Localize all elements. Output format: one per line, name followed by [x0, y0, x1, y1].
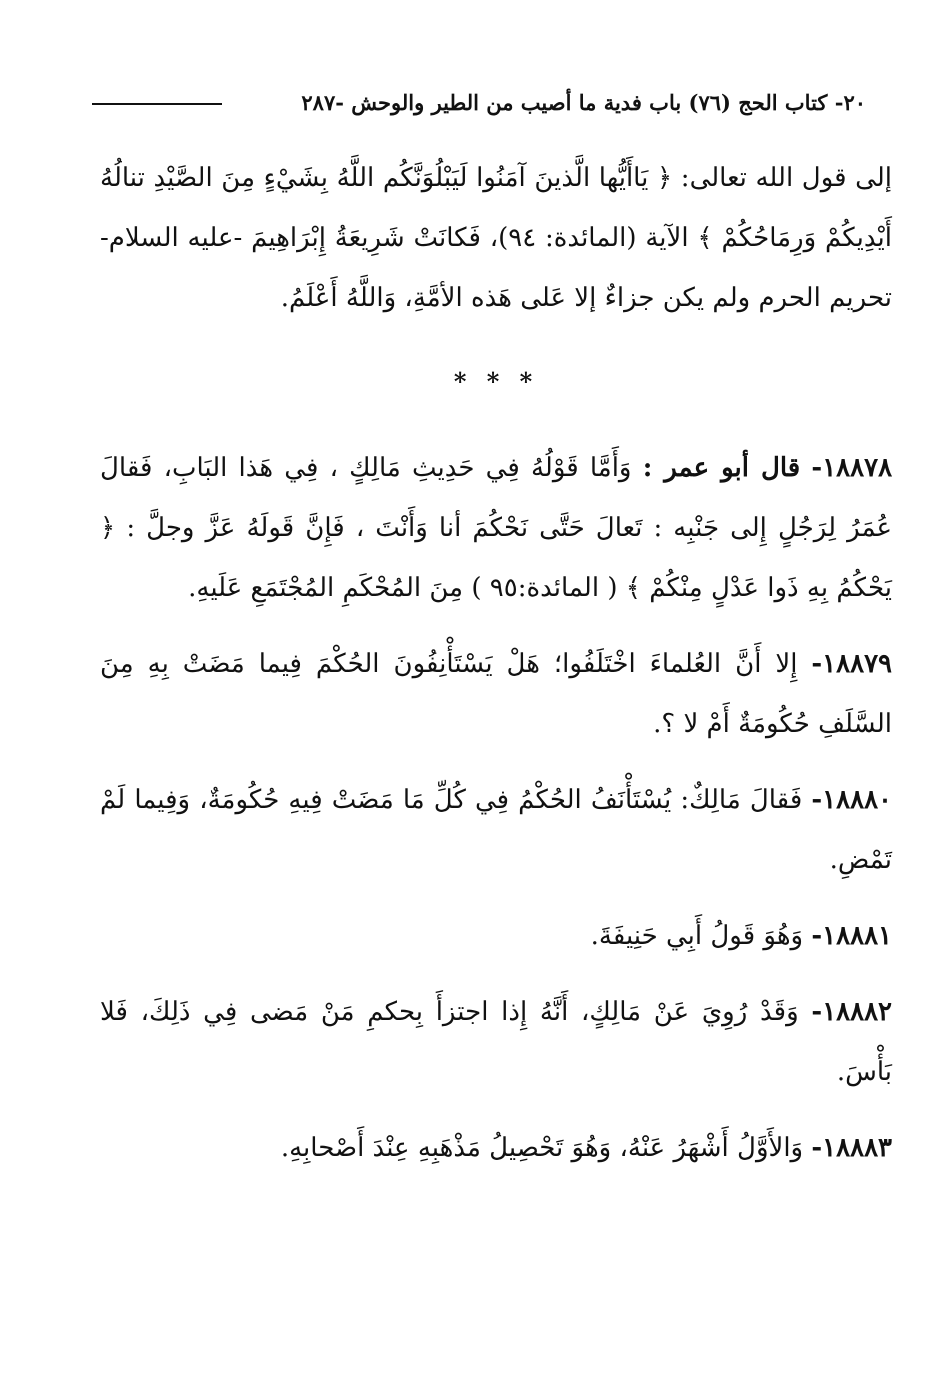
paragraph-number: ١٨٨٨٠-	[811, 785, 892, 815]
paragraph-lead: قال أبو عمر :	[642, 453, 801, 483]
paragraph-text: وَقَدْ رُوِيَ عَنْ مَالِكٍ، أَنَّهُ إِذا اجتزأَ بِحكمِ مَنْ مَضى فِي ذَلِكَ، فَلا بَأْسَ.	[100, 997, 892, 1087]
paragraph-18878	[100, 438, 892, 618]
page-body	[100, 148, 892, 1178]
header-text: ٢٠- كتاب الحج (٧٦) باب فدية ما أصيب من الطير والوحش -٢٨٧	[301, 89, 866, 115]
paragraph-18883	[100, 1118, 892, 1178]
paragraph-18881	[100, 906, 892, 966]
paragraph-text: إِلا أَنَّ العُلماءَ اخْتَلَفُوا؛ هَلْ يَسْتَأْنِفُونَ الحُكْمَ فِيما مَضَتْ بِهِ مِنَ السَّلَفِ حُكُومَةٌ أَمْ لا ؟.	[100, 649, 892, 739]
section-separator: * * *	[453, 367, 539, 396]
paragraph-number: ١٨٨٧٨-	[811, 453, 893, 483]
paragraph-18882	[100, 982, 892, 1102]
paragraph-text: وَالأَوَّلُ أَشْهَرُ عَنْهُ، وَهُوَ تَحْصِيلُ مَذْهَبِهِ عِنْدَ أَصْحابِهِ.	[280, 1133, 804, 1163]
paragraph-number: ١٨٨٧٩-	[811, 649, 892, 679]
paragraph-text: وَهُوَ قَولُ أَبِي حَنِيفَةَ.	[590, 921, 804, 951]
paragraph-18880	[100, 770, 892, 890]
paragraph-18879	[100, 634, 892, 754]
paragraph-number: ١٨٨٨٢-	[811, 997, 893, 1027]
paragraph-number: ١٨٨٨١-	[811, 921, 892, 951]
paragraph-text: فَقالَ مَالِكٌ: يُسْتَأْنَفُ الحُكْمُ فِي كُلِّ مَا مَضَتْ فِيهِ حُكُومَةٌ، وَفِيما لَمْ تَمْضِ.	[100, 785, 892, 875]
paragraph-number: ١٨٨٨٣-	[811, 1133, 892, 1163]
paragraph-text: إلى قول الله تعالى: ﴿ يَاأَيُّها الَّذينَ آمَنُوا لَيَبْلُوَنَّكُم اللَّهُ بِشَيْءٍ مِنَ الصَّيْدِ تنالُهُ أَيْدِيكُمْ وَرِمَاحُكُمْ ﴾ الآية (المائدة: ٩٤)، فَكانَتْ شَرِيعَةُ إِبْرَاهِيمَ -عليه السلام- تحريم الحرم ولم يكن جزاءٌ إلا عَلى هَذه الأمَّةِ، وَاللَّهُ أَعْلَمُ.	[100, 163, 892, 313]
running-header	[92, 82, 866, 122]
header-rule	[92, 103, 222, 105]
paragraph-continuation	[100, 148, 892, 328]
paragraph-text: وَأَمَّا قَوْلُهُ فِي حَدِيثِ مَالِكٍ ، فِي هَذا البَابِ، فَقالَ عُمَرُ لِرَجُلٍ إِلى جَنْبِه : تَعالَ حَتَّى نَحْكُمَ أنا وَأَنْتَ ، فَإِنَّ قَولَهُ عَزَّ وجلَّ : ﴿ يَحْكُمُ بِهِ ذَوا عَدْلٍ مِنْكُمْ ﴾ ( المائدة:٩٥ ) مِنَ المُحْكَمِ المُجْتَمَعِ عَلَيهِ.	[100, 453, 892, 603]
